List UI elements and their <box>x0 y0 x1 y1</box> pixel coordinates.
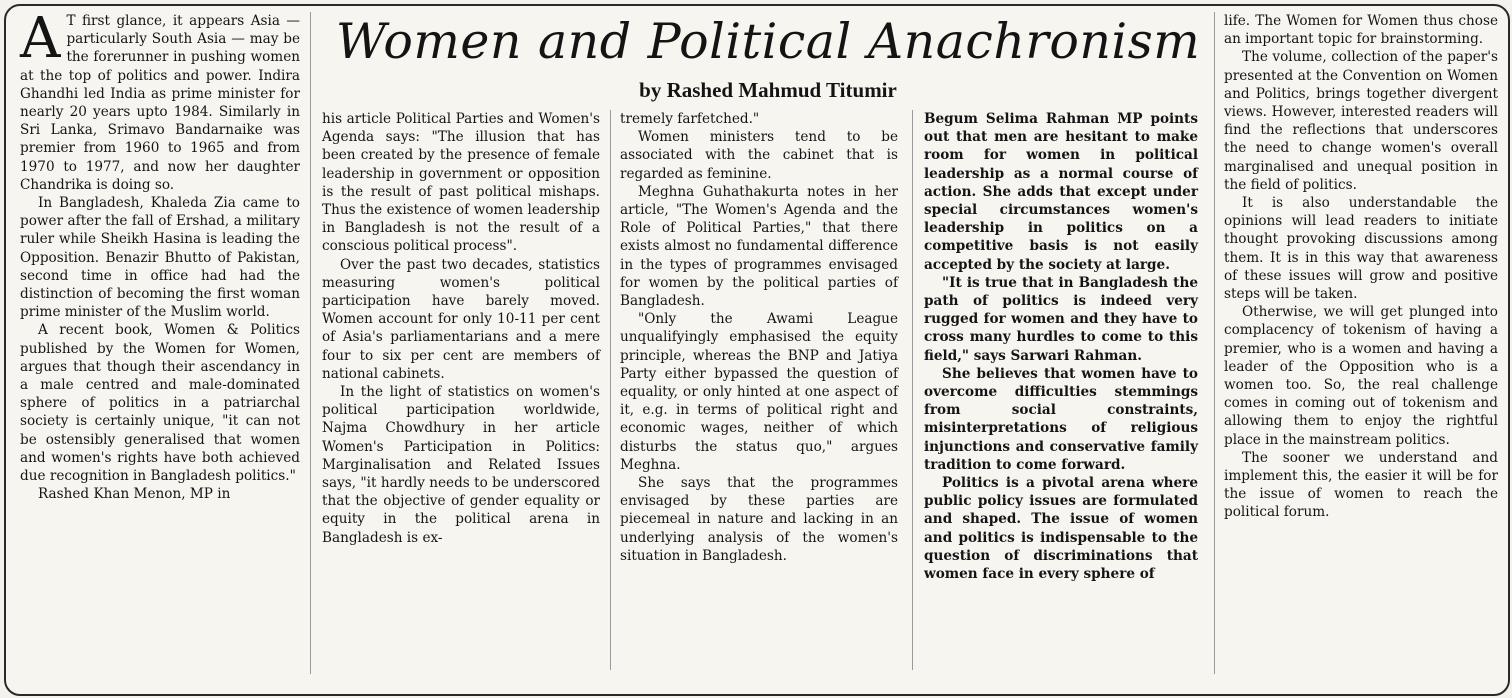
article-headline: Women and Political Anachronism <box>335 13 1201 70</box>
article-column-5 <box>1224 12 1498 522</box>
col2-paragraph-3: In the light of statistics on women's political participation worldwide, Najma Chowdhury in her article Women's Participation in Politics: Marginalisation and Related Issues says, "it hardly needs to be underscored that the objective of gender equality or equity in the political arena in Bangladesh is ex- <box>322 384 600 546</box>
col1-paragraph-1-text: T first glance, it appears Asia — particularly South Asia — may be the forerunner in pushing women at the top of politics and power. Indira Ghandhi led India as prime minister for nearly 20 years upto 1984. Similarly in Sri Lanka, Srimavo Bandarnaike was premier from 1960 to 1965 and from 1970 to 1977, and now her daughter Chandrika is doing so. <box>20 13 300 193</box>
col2-paragraph-1: his article Political Parties and Women's Agenda says: "The illusion that has been created by the presence of female leadership in government or opposition is the result of past political mishaps. Thus the existence of women leadership in Bangladesh is not the result of a conscious political process". <box>322 111 600 255</box>
col3-paragraph-1: tremely farfetched." <box>620 111 760 127</box>
col5-paragraph-3: It is also understandable the opinions will lead readers to initiate thought provoking discussions among them. It is in this way that awareness of these issues will grow and positive steps will be taken. <box>1224 195 1498 303</box>
column-rule-2 <box>610 110 611 670</box>
col1-paragraph-4: Rashed Khan Menon, MP in <box>38 486 231 503</box>
col2-paragraph-2: Over the past two decades, statistics measuring women's political participation have barely moved. Women account for only 10-11 per cent of Asia's parliamentarians and a mere four to six per cent are members of national cabinets. <box>322 256 600 382</box>
article-column-3 <box>620 110 898 565</box>
col4-paragraph-1: Begum Selima Rahman MP points out that men are hesitant to make room for women in political leadership as a normal course of action. She adds that except under special circumstances women's leadership in politics on a competitive basis is not easily accepted by the society at large. <box>924 111 1198 273</box>
col4-paragraph-2: "It is true that in Bangladesh the path of politics is indeed very rugged for women and they have to cross many hurdles to come to this field," says Sarwari Rahman. <box>924 274 1198 364</box>
col5-paragraph-2: The volume, collection of the paper's presented at the Convention on Women and Politics, brings together divergent views. However, interested readers will find the reflections that underscores the need to change women's overall marginalised and unequal position in the field of politics. <box>1224 49 1498 193</box>
col5-paragraph-4: Otherwise, we will get plunged into complacency of tokenism of having a premier, who is a women and having a leader of the Opposition who is a women too. So, the real challenge comes in coming out of tokenism and allowing them to enjoy the rightful place in the mainstream politics. <box>1224 304 1498 448</box>
article-column-1 <box>20 6 300 503</box>
col1-paragraph-2: In Bangladesh, Khaleda Zia came to power after the fall of Ershad, a military ruler while Sheikh Hasina is leading the Opposition. Benazir Bhutto of Pakistan, second time in office had had the distinction of becoming the first woman prime minister of the Muslim world. <box>20 195 300 321</box>
col5-paragraph-5: The sooner we understand and implement this, the easier it will be for the issue of women to reach the political forum. <box>1224 449 1498 521</box>
article-column-4 <box>924 110 1198 583</box>
drop-cap: A <box>20 6 61 71</box>
col4-paragraph-3: She believes that women have to overcome difficulties stemmings from social constraints, misinterpretations of religious injunctions and conservative family tradition to come forward. <box>924 365 1198 473</box>
col3-paragraph-3: Meghna Guhathakurta notes in her article, "The Women's Agenda and the Role of Political Parties," that there exists almost no fundamental difference in the types of programmes envisaged for women by the political parties of Bangladesh. <box>620 183 898 310</box>
article-column-2 <box>322 110 600 547</box>
col3-paragraph-4: "Only the Awami League unqualifyingly emphasised the equity principle, whereas the BNP and Jatiya Party either bypassed the question of equality, or only hinted at one aspect of it, e.g. in terms of political right and economic wages, neither of which disturbs the status quo," argues Meghna. <box>620 311 898 473</box>
col1-paragraph-3: A recent book, Women & Politics published by the Women for Women, argues that though their ascendancy in a male centred and male-dominated sphere of politics in a patriarchal society is certainly unique, "it can not be ostensibly generalised that women and women's rights have both achieved due recognition in Bangladesh politics." <box>20 322 300 485</box>
column-rule-4 <box>1214 12 1215 674</box>
col4-paragraph-4: Politics is a pivotal arena where public policy issues are formulated and shaped. The issue of women and politics is indispensable to the question of discriminations that women face in every sphere of <box>924 475 1198 583</box>
col3-paragraph-2: Women ministers tend to be associated with the cabinet that is regarded as feminine. <box>620 129 898 182</box>
column-rule-1 <box>310 12 311 674</box>
article-byline: by Rashed Mahmud Titumir <box>639 78 897 102</box>
col1-paragraph-1 <box>20 6 300 194</box>
newspaper-clipping <box>4 4 1510 696</box>
column-rule-3 <box>912 110 913 670</box>
col5-paragraph-1: life. The Women for Women thus chose an important topic for brainstorming. <box>1224 13 1498 48</box>
col3-paragraph-5: She says that the programmes envisaged by these parties are piecemeal in nature and lacking in an underlying analysis of the women's situation in Bangladesh. <box>620 475 898 564</box>
